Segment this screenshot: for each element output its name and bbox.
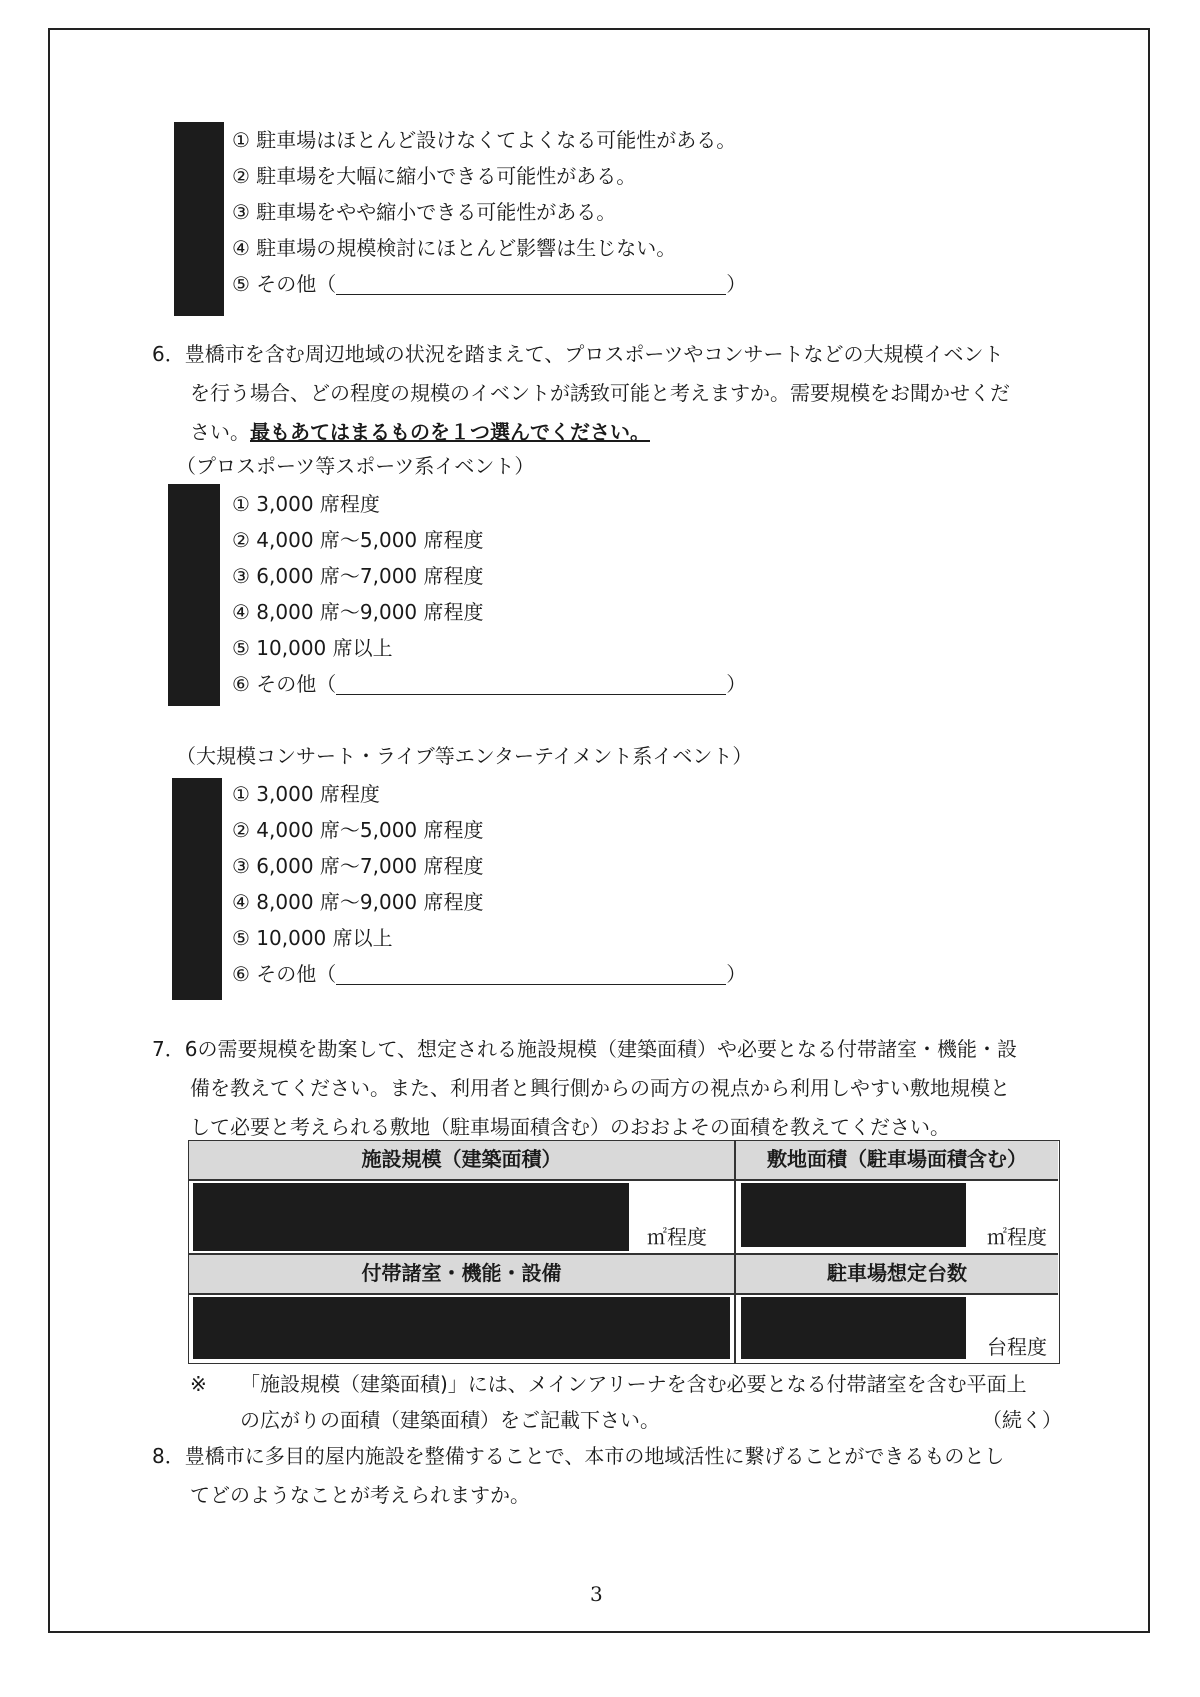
option-item: ① 3,000 席程度 <box>232 492 380 516</box>
note-line1: ※ 「施設規模（建築面積)」には、メインアリーナを含む必要となる付帯諸室を含む平面上 <box>190 1372 1027 1396</box>
table-note <box>190 1366 1027 1438</box>
q8-line1: 8．豊橋市に多目的屋内施設を整備することで、本市の地域活性に繋げることができるものとし <box>152 1444 1005 1468</box>
instruction-emphasis: 最もあてはまるものを１つ選んでください。 <box>250 420 650 444</box>
note-line2: の広がりの面積（建築面積）をご記載下さい。 <box>240 1408 660 1432</box>
option-item: ① 3,000 席程度 <box>232 782 380 806</box>
parking-count-input[interactable] <box>741 1297 966 1359</box>
answer-table <box>188 1140 1060 1364</box>
option-item: ④ 8,000 席～9,000 席程度 <box>232 600 484 624</box>
site-area-input[interactable] <box>741 1183 966 1247</box>
option-item: ④ 駐車場の規模検討にほとんど影響は生じない。 <box>232 236 677 260</box>
header-facility-scale: 施設規模（建築面積） <box>189 1141 734 1179</box>
q7-line2: 備を教えてください。また、利用者と興行側からの両方の視点から利用しやすい敷地規模と <box>190 1076 1010 1100</box>
q6-line3: さい。最もあてはまるものを１つ選んでください。 <box>190 420 650 444</box>
unit-label: 台程度 <box>987 1335 1047 1359</box>
option-item-other: ⑤ その他（ ） <box>232 272 747 296</box>
page-number: 3 <box>590 1582 603 1606</box>
q6-line2: を行う場合、どの程度の規模のイベントが誘致可能と考えますか。需要規模をお聞かせくだ <box>190 381 1010 405</box>
option-item: ② 4,000 席～5,000 席程度 <box>232 528 484 552</box>
unit-label: ㎡程度 <box>987 1225 1047 1249</box>
q7-line3: して必要と考えられる敷地（駐車場面積含む）のおおよその面積を教えてください。 <box>190 1115 950 1139</box>
concert-options <box>232 776 746 992</box>
redacted-answer-block <box>168 484 220 706</box>
header-site-area: 敷地面積（駐車場面積含む） <box>736 1141 1058 1179</box>
option-item: ⑤ 10,000 席以上 <box>232 636 393 660</box>
option-item: ④ 8,000 席～9,000 席程度 <box>232 890 484 914</box>
option-item: ① 駐車場はほとんど設けなくてよくなる可能性がある。 <box>232 128 737 152</box>
answer-blank-line[interactable] <box>336 962 726 985</box>
q7-line1: 7．6の需要規模を勘案して、想定される施設規模（建築面積）や必要となる付帯諸室・機能・設 <box>152 1037 1018 1061</box>
question-7 <box>152 1030 1017 1147</box>
facility-area-input[interactable] <box>193 1183 629 1251</box>
answer-blank-line[interactable] <box>336 272 726 295</box>
option-item-other: ⑥ その他（ ） <box>232 672 747 696</box>
option-item: ③ 6,000 席～7,000 席程度 <box>232 564 484 588</box>
option-item-other: ⑥ その他（ ） <box>232 962 747 986</box>
option-item: ② 駐車場を大幅に縮小できる可能性がある。 <box>232 164 637 188</box>
q8-line2: てどのようなことが考えられますか。 <box>190 1483 530 1507</box>
sports-options <box>232 486 746 702</box>
unit-label: ㎡程度 <box>647 1225 707 1249</box>
answer-blank-line[interactable] <box>336 672 726 695</box>
question-6 <box>152 335 1010 452</box>
option-item: ⑤ 10,000 席以上 <box>232 926 393 950</box>
option-item: ③ 6,000 席～7,000 席程度 <box>232 854 484 878</box>
concert-heading: （大規模コンサート・ライブ等エンターテイメント系イベント） <box>176 744 753 768</box>
sports-heading: （プロスポーツ等スポーツ系イベント） <box>176 454 535 478</box>
option-item: ③ 駐車場をやや縮小できる可能性がある。 <box>232 200 617 224</box>
header-ancillary-rooms: 付帯諸室・機能・設備 <box>189 1255 734 1293</box>
continued-label: （続く） <box>982 1408 1062 1432</box>
redacted-answer-block <box>174 122 224 316</box>
header-parking-count: 駐車場想定台数 <box>736 1255 1058 1293</box>
q6-line1: 6．豊橋市を含む周辺地域の状況を踏まえて、プロスポーツやコンサートなどの大規模イベント <box>152 342 1004 366</box>
question-8 <box>152 1437 1004 1515</box>
redacted-answer-block <box>172 778 222 1000</box>
option-item: ② 4,000 席～5,000 席程度 <box>232 818 484 842</box>
ancillary-rooms-input[interactable] <box>193 1297 730 1359</box>
q5-options <box>232 122 746 302</box>
